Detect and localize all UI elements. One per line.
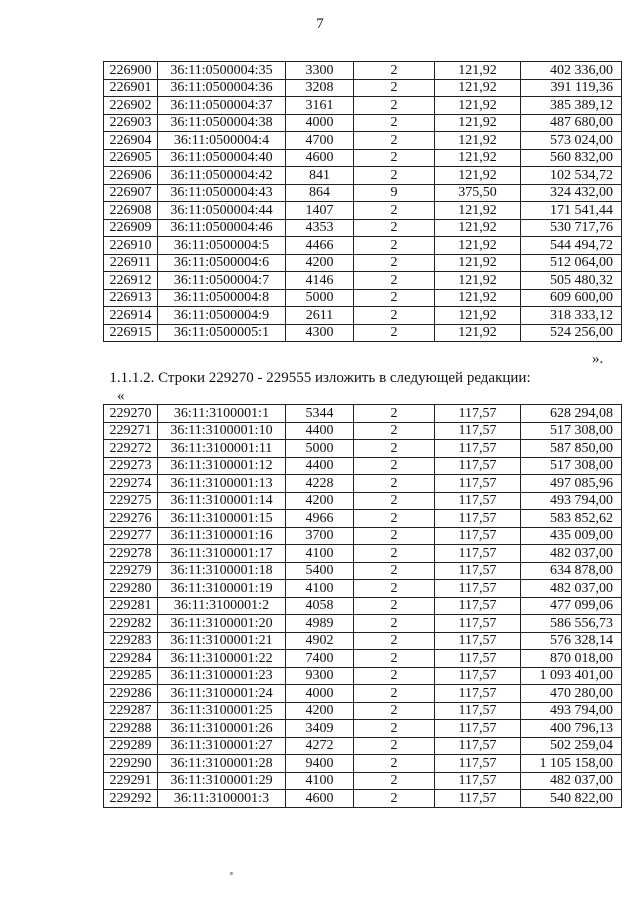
- table-cell: 226909: [104, 219, 158, 237]
- table-cell: 36:11:3100001:27: [158, 737, 286, 755]
- table-cell: 544 494,72: [521, 237, 622, 255]
- table-cell: 36:11:3100001:11: [158, 440, 286, 458]
- section-heading: 1.1.1.2. Строки 229270 - 229555 изложить в следующей редакции:: [109, 370, 531, 386]
- table-cell: 226903: [104, 114, 158, 132]
- table-row: [104, 597, 622, 615]
- table-cell: 117,57: [435, 492, 521, 510]
- table-cell: 36:11:3100001:2: [158, 597, 286, 615]
- table-cell: 117,57: [435, 580, 521, 598]
- table-cell: 477 099,06: [521, 597, 622, 615]
- table-cell: 4989: [286, 615, 354, 633]
- table-cell: 2: [354, 632, 435, 650]
- table-cell: 2: [354, 580, 435, 598]
- table-cell: 2: [354, 720, 435, 738]
- table-cell: 609 600,00: [521, 289, 622, 307]
- table-cell: 2: [354, 149, 435, 167]
- table-cell: 2: [354, 475, 435, 493]
- table-cell: 4300: [286, 324, 354, 342]
- table-cell: 121,92: [435, 97, 521, 115]
- table-cell: 117,57: [435, 632, 521, 650]
- table-cell: 36:11:0500004:4: [158, 132, 286, 150]
- table-cell: 2: [354, 405, 435, 423]
- table-cell: 121,92: [435, 132, 521, 150]
- table-cell: 36:11:0500004:7: [158, 272, 286, 290]
- table-cell: 229278: [104, 545, 158, 563]
- table-cell: 226914: [104, 307, 158, 325]
- table-cell: 4600: [286, 149, 354, 167]
- table-cell: 36:11:0500004:40: [158, 149, 286, 167]
- table-cell: 3300: [286, 62, 354, 80]
- table-cell: 229273: [104, 457, 158, 475]
- table-row: [104, 650, 622, 668]
- table-cell: 36:11:3100001:14: [158, 492, 286, 510]
- table-cell: 229282: [104, 615, 158, 633]
- table-cell: 117,57: [435, 422, 521, 440]
- table-cell: 385 389,12: [521, 97, 622, 115]
- table-cell: 171 541,44: [521, 202, 622, 220]
- table-cell: 482 037,00: [521, 580, 622, 598]
- table-cell: 505 480,32: [521, 272, 622, 290]
- table-cell: 583 852,62: [521, 510, 622, 528]
- table-cell: 229285: [104, 667, 158, 685]
- table-cell: 36:11:0500004:9: [158, 307, 286, 325]
- table-cell: 36:11:3100001:26: [158, 720, 286, 738]
- table-row: [104, 772, 622, 790]
- table-cell: 117,57: [435, 562, 521, 580]
- table-cell: 9: [354, 184, 435, 202]
- scan-speck: [230, 872, 233, 875]
- table-cell: 117,57: [435, 615, 521, 633]
- table-row: [104, 720, 622, 738]
- table-cell: 3161: [286, 97, 354, 115]
- table-row: [104, 405, 622, 423]
- table-row: [104, 755, 622, 773]
- table-row: [104, 422, 622, 440]
- table-cell: 2611: [286, 307, 354, 325]
- table-cell: 4400: [286, 457, 354, 475]
- table-cell: 102 534,72: [521, 167, 622, 185]
- table-cell: 2: [354, 772, 435, 790]
- table-row: [104, 307, 622, 325]
- table-row: [104, 667, 622, 685]
- table-cell: 324 432,00: [521, 184, 622, 202]
- table-cell: 4200: [286, 702, 354, 720]
- table-cell: 229275: [104, 492, 158, 510]
- table-cell: 226905: [104, 149, 158, 167]
- table-cell: 375,50: [435, 184, 521, 202]
- table-cell: 1 105 158,00: [521, 755, 622, 773]
- table-cell: 2: [354, 114, 435, 132]
- table-cell: 5000: [286, 440, 354, 458]
- table-cell: 576 328,14: [521, 632, 622, 650]
- table-cell: 229271: [104, 422, 158, 440]
- table-cell: 2: [354, 202, 435, 220]
- table-cell: 121,92: [435, 202, 521, 220]
- table-cell: 36:11:3100001:15: [158, 510, 286, 528]
- table-cell: 586 556,73: [521, 615, 622, 633]
- table-cell: 36:11:3100001:10: [158, 422, 286, 440]
- table-cell: 226902: [104, 97, 158, 115]
- table-cell: 5400: [286, 562, 354, 580]
- table-cell: 3208: [286, 79, 354, 97]
- table-cell: 36:11:0500004:8: [158, 289, 286, 307]
- table-cell: 573 024,00: [521, 132, 622, 150]
- table-cell: 4000: [286, 114, 354, 132]
- table-row: [104, 132, 622, 150]
- table-cell: 2: [354, 324, 435, 342]
- table-cell: 2: [354, 440, 435, 458]
- table-cell: 2: [354, 527, 435, 545]
- table-cell: 1407: [286, 202, 354, 220]
- table-cell: 117,57: [435, 737, 521, 755]
- table-cell: 4200: [286, 492, 354, 510]
- table-cell: 226907: [104, 184, 158, 202]
- table-cell: 2: [354, 545, 435, 563]
- table-cell: 2: [354, 457, 435, 475]
- table-cell: 117,57: [435, 440, 521, 458]
- table-cell: 470 280,00: [521, 685, 622, 703]
- table-row: [104, 272, 622, 290]
- table-cell: 36:11:3100001:23: [158, 667, 286, 685]
- table-cell: 121,92: [435, 114, 521, 132]
- table-cell: 36:11:3100001:29: [158, 772, 286, 790]
- table-cell: 4353: [286, 219, 354, 237]
- table-row: [104, 545, 622, 563]
- table-cell: 117,57: [435, 405, 521, 423]
- table-cell: 226912: [104, 272, 158, 290]
- table-row: [104, 492, 622, 510]
- table-cell: 400 796,13: [521, 720, 622, 738]
- table-cell: 2: [354, 62, 435, 80]
- table-cell: 117,57: [435, 772, 521, 790]
- closing-quote: ».: [592, 351, 604, 367]
- table-cell: 2: [354, 597, 435, 615]
- table-cell: 121,92: [435, 62, 521, 80]
- table-cell: 36:11:3100001:17: [158, 545, 286, 563]
- table-cell: 36:11:0500005:1: [158, 324, 286, 342]
- table-row: [104, 632, 622, 650]
- table-cell: 36:11:3100001:20: [158, 615, 286, 633]
- table-cell: 628 294,08: [521, 405, 622, 423]
- table-cell: 2: [354, 97, 435, 115]
- table-cell: 2: [354, 737, 435, 755]
- table-row: [104, 62, 622, 80]
- page-number: 7: [316, 16, 324, 32]
- table-cell: 117,57: [435, 597, 521, 615]
- table-cell: 229288: [104, 720, 158, 738]
- table-cell: 4100: [286, 772, 354, 790]
- table-cell: 226913: [104, 289, 158, 307]
- table-cell: 117,57: [435, 685, 521, 703]
- table-cell: 117,57: [435, 510, 521, 528]
- table-cell: 2: [354, 790, 435, 808]
- table-cell: 4058: [286, 597, 354, 615]
- table-row: [104, 202, 622, 220]
- table-row: [104, 97, 622, 115]
- table-cell: 226901: [104, 79, 158, 97]
- table-row: [104, 685, 622, 703]
- table-cell: 2: [354, 219, 435, 237]
- table-row: [104, 475, 622, 493]
- table-row: [104, 184, 622, 202]
- table-cell: 36:11:0500004:43: [158, 184, 286, 202]
- table-cell: 117,57: [435, 527, 521, 545]
- table-cell: 497 085,96: [521, 475, 622, 493]
- table-cell: 121,92: [435, 79, 521, 97]
- table-row: [104, 737, 622, 755]
- table-cell: 117,57: [435, 650, 521, 668]
- table-cell: 4146: [286, 272, 354, 290]
- table-cell: 117,57: [435, 475, 521, 493]
- table-row: [104, 324, 622, 342]
- table-cell: 117,57: [435, 667, 521, 685]
- table-cell: 2: [354, 510, 435, 528]
- table-cell: 226906: [104, 167, 158, 185]
- table-cell: 1 093 401,00: [521, 667, 622, 685]
- table-cell: 2: [354, 492, 435, 510]
- table-cell: 36:11:0500004:44: [158, 202, 286, 220]
- table-cell: 540 822,00: [521, 790, 622, 808]
- table-cell: 121,92: [435, 324, 521, 342]
- table-cell: 2: [354, 79, 435, 97]
- table-row: [104, 237, 622, 255]
- table-cell: 226911: [104, 254, 158, 272]
- table-cell: 229274: [104, 475, 158, 493]
- table-cell: 229292: [104, 790, 158, 808]
- table-cell: 229283: [104, 632, 158, 650]
- table-cell: 4200: [286, 254, 354, 272]
- table-cell: 36:11:3100001:3: [158, 790, 286, 808]
- table-cell: 517 308,00: [521, 422, 622, 440]
- table-cell: 841: [286, 167, 354, 185]
- table-cell: 121,92: [435, 272, 521, 290]
- table-cell: 121,92: [435, 254, 521, 272]
- table-cell: 7400: [286, 650, 354, 668]
- table-cell: 2: [354, 685, 435, 703]
- table-row: [104, 254, 622, 272]
- table-cell: 502 259,04: [521, 737, 622, 755]
- table-cell: 229281: [104, 597, 158, 615]
- table-row: [104, 580, 622, 598]
- table-cell: 36:11:0500004:38: [158, 114, 286, 132]
- table-cell: 229270: [104, 405, 158, 423]
- table-cell: 226900: [104, 62, 158, 80]
- table-cell: 229277: [104, 527, 158, 545]
- table-cell: 121,92: [435, 149, 521, 167]
- table-cell: 229276: [104, 510, 158, 528]
- table-cell: 229272: [104, 440, 158, 458]
- table-cell: 482 037,00: [521, 545, 622, 563]
- table-cell: 870 018,00: [521, 650, 622, 668]
- table-cell: 5000: [286, 289, 354, 307]
- table-cell: 402 336,00: [521, 62, 622, 80]
- table-cell: 36:11:3100001:21: [158, 632, 286, 650]
- table-cell: 117,57: [435, 457, 521, 475]
- table-cell: 4700: [286, 132, 354, 150]
- table-cell: 229279: [104, 562, 158, 580]
- table-cell: 4272: [286, 737, 354, 755]
- table-cell: 487 680,00: [521, 114, 622, 132]
- table-cell: 226910: [104, 237, 158, 255]
- table-cell: 36:11:3100001:16: [158, 527, 286, 545]
- table-cell: 2: [354, 667, 435, 685]
- table-cell: 36:11:0500004:36: [158, 79, 286, 97]
- table-cell: 121,92: [435, 289, 521, 307]
- table-cell: 117,57: [435, 790, 521, 808]
- table-cell: 36:11:0500004:46: [158, 219, 286, 237]
- table-cell: 634 878,00: [521, 562, 622, 580]
- table-cell: 36:11:0500004:5: [158, 237, 286, 255]
- table-cell: 121,92: [435, 219, 521, 237]
- table-cell: 4600: [286, 790, 354, 808]
- table-cell: 36:11:3100001:13: [158, 475, 286, 493]
- table-cell: 117,57: [435, 702, 521, 720]
- table-cell: 36:11:3100001:1: [158, 405, 286, 423]
- table-cell: 36:11:3100001:18: [158, 562, 286, 580]
- table-cell: 524 256,00: [521, 324, 622, 342]
- table-cell: 36:11:0500004:6: [158, 254, 286, 272]
- table-cell: 517 308,00: [521, 457, 622, 475]
- table-cell: 4400: [286, 422, 354, 440]
- table-cell: 2: [354, 307, 435, 325]
- table-cell: 530 717,76: [521, 219, 622, 237]
- table-row: [104, 289, 622, 307]
- table-row: [104, 219, 622, 237]
- table-row: [104, 440, 622, 458]
- table-cell: 229287: [104, 702, 158, 720]
- table-cell: 2: [354, 755, 435, 773]
- table-cell: 36:11:0500004:42: [158, 167, 286, 185]
- table-cell: 4466: [286, 237, 354, 255]
- table-row: [104, 79, 622, 97]
- table-cell: 117,57: [435, 755, 521, 773]
- table-cell: 2: [354, 562, 435, 580]
- table-cell: 36:11:3100001:28: [158, 755, 286, 773]
- table-cell: 2: [354, 615, 435, 633]
- table-row: [104, 790, 622, 808]
- table-row: [104, 457, 622, 475]
- table-cell: 3700: [286, 527, 354, 545]
- table-cell: 9300: [286, 667, 354, 685]
- table-cell: 4902: [286, 632, 354, 650]
- table-cell: 3409: [286, 720, 354, 738]
- table-cell: 36:11:0500004:35: [158, 62, 286, 80]
- table-cell: 4100: [286, 545, 354, 563]
- table-cell: 36:11:0500004:37: [158, 97, 286, 115]
- table-cell: 36:11:3100001:25: [158, 702, 286, 720]
- table-cell: 117,57: [435, 720, 521, 738]
- table-cell: 2: [354, 702, 435, 720]
- table-cell: 318 333,12: [521, 307, 622, 325]
- table-cell: 482 037,00: [521, 772, 622, 790]
- table-cell: 229280: [104, 580, 158, 598]
- table-cell: 5344: [286, 405, 354, 423]
- table-cell: 229290: [104, 755, 158, 773]
- table-cell: 9400: [286, 755, 354, 773]
- table-row: [104, 167, 622, 185]
- table-cell: 2: [354, 650, 435, 668]
- table-cell: 2: [354, 254, 435, 272]
- table-cell: 4228: [286, 475, 354, 493]
- table-row: [104, 114, 622, 132]
- table-row: [104, 527, 622, 545]
- table-cell: 2: [354, 237, 435, 255]
- table-cell: 4966: [286, 510, 354, 528]
- table-cell: 36:11:3100001:19: [158, 580, 286, 598]
- table-row: [104, 615, 622, 633]
- table-cell: 226904: [104, 132, 158, 150]
- table-cell: 435 009,00: [521, 527, 622, 545]
- table-cell: 117,57: [435, 545, 521, 563]
- table-cell: 2: [354, 272, 435, 290]
- table-row: [104, 510, 622, 528]
- data-table-2: [103, 404, 622, 808]
- table-cell: 229286: [104, 685, 158, 703]
- table-cell: 493 794,00: [521, 702, 622, 720]
- table-row: [104, 562, 622, 580]
- table-row: [104, 149, 622, 167]
- opening-quote: «: [117, 388, 125, 404]
- table-cell: 4100: [286, 580, 354, 598]
- table-cell: 4000: [286, 685, 354, 703]
- table-cell: 229291: [104, 772, 158, 790]
- table-row: [104, 702, 622, 720]
- table-cell: 512 064,00: [521, 254, 622, 272]
- table-cell: 2: [354, 422, 435, 440]
- table-cell: 2: [354, 167, 435, 185]
- table-cell: 229289: [104, 737, 158, 755]
- table-cell: 121,92: [435, 237, 521, 255]
- table-cell: 2: [354, 289, 435, 307]
- table-cell: 864: [286, 184, 354, 202]
- table-cell: 226915: [104, 324, 158, 342]
- table-cell: 493 794,00: [521, 492, 622, 510]
- table-cell: 36:11:3100001:24: [158, 685, 286, 703]
- table-cell: 121,92: [435, 307, 521, 325]
- table-cell: 226908: [104, 202, 158, 220]
- table-cell: 2: [354, 132, 435, 150]
- table-cell: 229284: [104, 650, 158, 668]
- table-cell: 391 119,36: [521, 79, 622, 97]
- data-table-1: [103, 61, 622, 342]
- table-cell: 36:11:3100001:22: [158, 650, 286, 668]
- table-cell: 36:11:3100001:12: [158, 457, 286, 475]
- table-cell: 121,92: [435, 167, 521, 185]
- table-cell: 587 850,00: [521, 440, 622, 458]
- table-cell: 560 832,00: [521, 149, 622, 167]
